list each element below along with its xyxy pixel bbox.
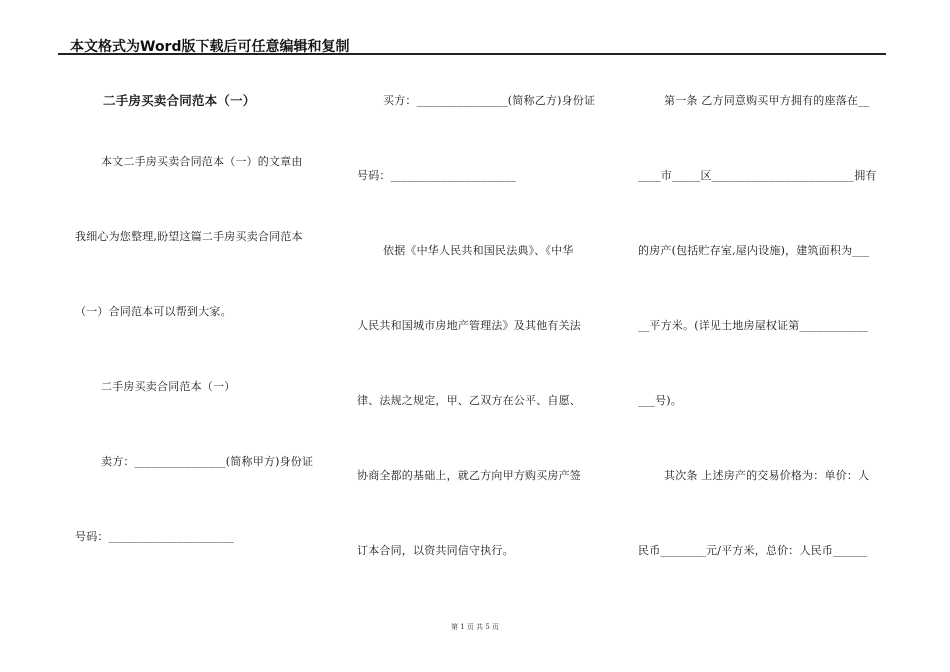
paragraph-line: __平方米。(详见土地房屋权证第____________ xyxy=(638,319,868,332)
paragraph-line: 人民共和国城市房地产管理法》及其他有关法 xyxy=(357,319,581,332)
paragraph-line: 我细心为您整理,盼望这篇二手房买卖合同范本 xyxy=(75,230,303,243)
buyer-line: 买方：________________(简称乙方)身份证 xyxy=(383,94,596,107)
document-banner: 本文格式为Word版下载后可任意编辑和复制 xyxy=(70,39,350,55)
paragraph-line: 协商全都的基础上，就乙方向甲方购买房产签 xyxy=(357,469,581,482)
paragraph-line: ___号)。 xyxy=(638,394,682,407)
section-heading: 二手房买卖合同范本（一） xyxy=(101,380,236,393)
paragraph-line: 本文二手房买卖合同范本（一）的文章由 xyxy=(101,155,303,168)
paragraph-line: 民币________元/平方米，总价：人民币______ xyxy=(638,544,868,557)
paragraph-line: ____市_____区_________________________拥有 xyxy=(638,169,877,182)
id-number-line: 号码：______________________ xyxy=(75,530,234,543)
article-1-line: 第一条 乙方同意购买甲方拥有的座落在__ xyxy=(664,94,870,107)
paragraph-line: （一）合同范本可以帮到大家。 xyxy=(75,305,232,318)
paragraph-line: 订本合同，以资共同信守执行。 xyxy=(357,544,514,557)
article-2-line: 其次条 上述房产的交易价格为：单价：人 xyxy=(664,469,870,482)
paragraph-line: 的房产(包括贮存室,屋内设施)，建筑面积为___ xyxy=(638,244,870,257)
paragraph-line: 依据《中华人民共和国民法典》、《中华 xyxy=(383,244,574,257)
seller-line: 卖方：________________(简称甲方)身份证 xyxy=(101,455,314,468)
document-title: 二手房买卖合同范本（一） xyxy=(103,93,256,108)
banner-divider xyxy=(58,53,886,55)
id-number-line: 号码：______________________ xyxy=(357,169,516,182)
paragraph-line: 律、法规之规定，甲、乙双方在公平、自愿、 xyxy=(357,394,581,407)
page-number: 第 1 页 共 5 页 xyxy=(450,623,500,631)
